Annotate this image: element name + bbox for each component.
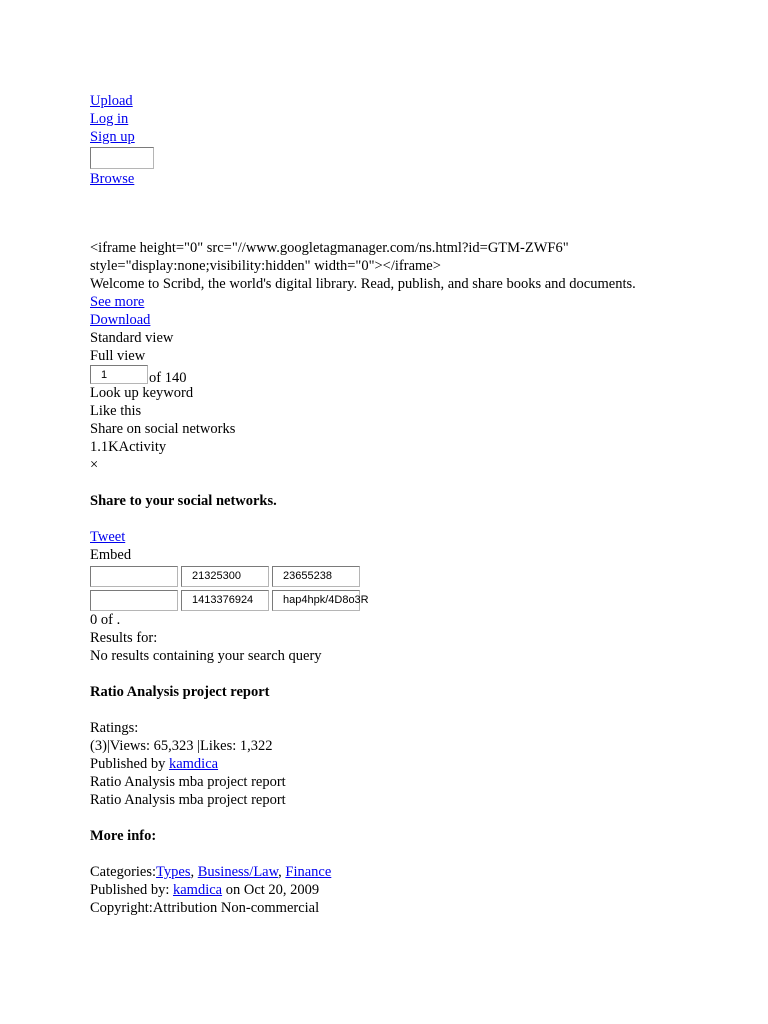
page-total: of 140 — [149, 370, 187, 386]
categories-label: Categories: — [90, 864, 157, 880]
welcome-text: Welcome to Scribd, the world's digital library. Read, publish, and share books and documents. — [90, 276, 636, 292]
spacer — [90, 188, 750, 239]
document-description: Ratio Analysis mba project report — [90, 774, 286, 790]
published-info — [90, 881, 750, 899]
upload-link[interactable]: Upload — [90, 93, 133, 109]
noscript-text-line-2: style="display:none;visibility:hidden" width="0"></iframe> — [90, 258, 441, 274]
embed-field-timestamp[interactable]: 1413376924 — [181, 590, 269, 611]
page-content — [90, 92, 750, 917]
download-link[interactable]: Download — [90, 312, 151, 328]
document-title: Ratio Analysis project report — [90, 684, 270, 700]
published-by — [90, 755, 750, 773]
signup-link[interactable]: Sign up — [90, 129, 135, 145]
copyright-text: Copyright:Attribution Non-commercial — [90, 900, 320, 916]
published-date: on Oct 20, 2009 — [222, 882, 320, 898]
browse-link[interactable]: Browse — [90, 171, 135, 187]
category-link-business-law[interactable]: Business/Law — [197, 864, 279, 880]
results-for-label: Results for: — [90, 630, 158, 646]
published-by-prefix: Published by — [90, 756, 169, 772]
tweet-link[interactable]: Tweet — [90, 529, 126, 545]
document-stats: (3)|Views: 65,323 |Likes: 1,322 — [90, 738, 273, 754]
lookup-keyword-button[interactable]: Look up keyword — [90, 385, 194, 401]
like-button[interactable]: Like this — [90, 403, 142, 419]
category-link-types[interactable]: Types — [156, 864, 191, 880]
category-separator: , — [190, 864, 198, 880]
login-link[interactable]: Log in — [90, 111, 129, 127]
close-icon[interactable]: × — [90, 457, 99, 473]
embed-label: Embed — [90, 547, 132, 563]
search-count: 0 of . — [90, 612, 121, 628]
activity-count[interactable]: 1.1KActivity — [90, 439, 167, 455]
embed-field-id[interactable]: 21325300 — [181, 566, 269, 587]
embed-field-key[interactable]: hap4hpk/4D8o3R — [272, 590, 360, 611]
published-by-label: Published by: — [90, 882, 173, 898]
ratings-label: Ratings: — [90, 720, 139, 736]
share-networks-button[interactable]: Share on social networks — [90, 421, 236, 437]
category-separator: , — [278, 864, 286, 880]
more-info-heading: More info: — [90, 828, 157, 844]
share-heading: Share to your social networks. — [90, 493, 277, 509]
full-view-option[interactable]: Full view — [90, 348, 146, 364]
no-results-message: No results containing your search query — [90, 648, 322, 664]
standard-view-option[interactable]: Standard view — [90, 330, 174, 346]
embed-field-blank-2[interactable] — [90, 590, 178, 611]
author-link[interactable]: kamdica — [168, 756, 219, 772]
page-navigator — [90, 366, 750, 384]
category-link-finance[interactable]: Finance — [285, 864, 332, 880]
search-input[interactable] — [90, 147, 154, 169]
embed-field-id-2[interactable]: 23655238 — [272, 566, 360, 587]
categories — [90, 863, 750, 881]
noscript-text-line-1: <iframe height="0" src="//www.googletagmanager.com/ns.html?id=GTM-ZWF6" — [90, 240, 569, 256]
page-number-input[interactable] — [90, 365, 148, 384]
see-more-link[interactable]: See more — [90, 294, 145, 310]
author-link-2[interactable]: kamdica — [172, 882, 223, 898]
document-description-repeat: Ratio Analysis mba project report — [90, 792, 286, 808]
embed-field-blank-1[interactable] — [90, 566, 178, 587]
embed-fields — [90, 566, 369, 611]
